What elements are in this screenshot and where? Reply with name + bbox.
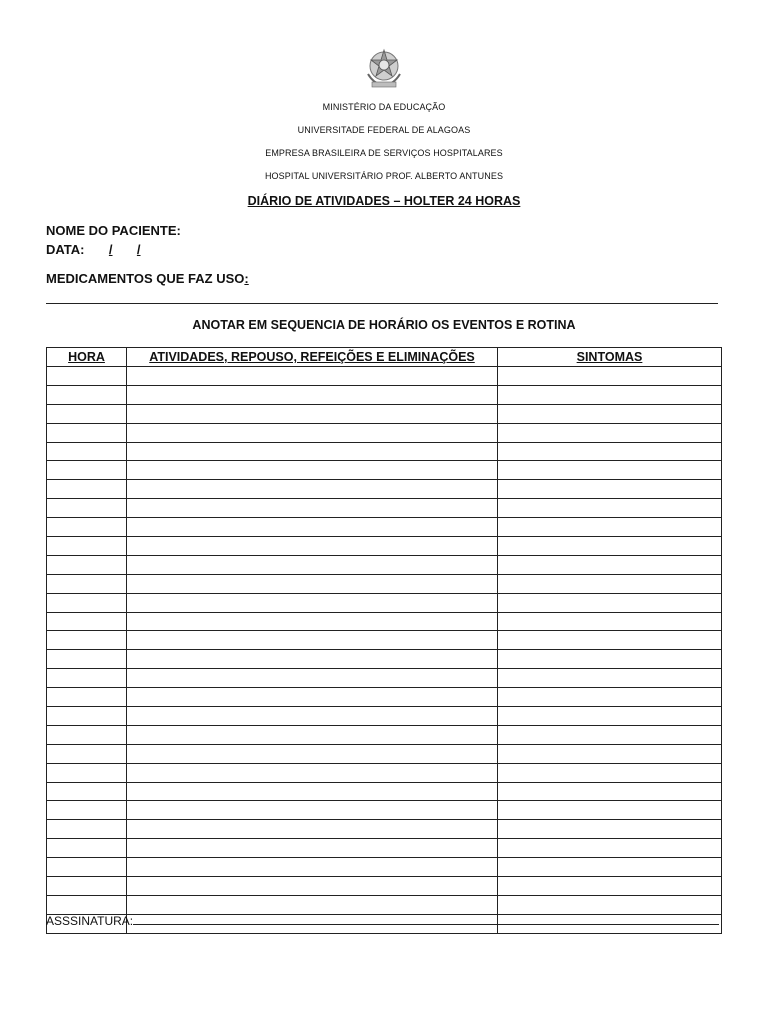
- sintomas-cell[interactable]: [498, 480, 722, 499]
- hora-cell[interactable]: [47, 612, 127, 631]
- hora-cell[interactable]: [47, 820, 127, 839]
- hora-cell[interactable]: [47, 631, 127, 650]
- sintomas-cell[interactable]: [498, 801, 722, 820]
- sintomas-cell[interactable]: [498, 612, 722, 631]
- sintomas-cell[interactable]: [498, 499, 722, 518]
- table-row: [47, 688, 722, 707]
- atividades-cell[interactable]: [127, 499, 498, 518]
- table-row: [47, 725, 722, 744]
- table-row: [47, 574, 722, 593]
- atividades-cell[interactable]: [127, 839, 498, 858]
- sintomas-cell[interactable]: [498, 839, 722, 858]
- sintomas-cell[interactable]: [498, 631, 722, 650]
- date-field: [46, 242, 141, 257]
- atividades-cell[interactable]: [127, 537, 498, 556]
- table-row: [47, 537, 722, 556]
- table-row: [47, 461, 722, 480]
- activity-table: [46, 347, 722, 934]
- header-company: EMPRESA BRASILEIRA DE SERVIÇOS HOSPITALARES: [265, 148, 503, 158]
- hora-cell[interactable]: [47, 593, 127, 612]
- hora-cell[interactable]: [47, 725, 127, 744]
- signature-field: [46, 913, 719, 928]
- sintomas-cell[interactable]: [498, 555, 722, 574]
- hora-cell[interactable]: [47, 555, 127, 574]
- hora-cell[interactable]: [47, 574, 127, 593]
- hora-cell[interactable]: [47, 688, 127, 707]
- atividades-cell[interactable]: [127, 707, 498, 726]
- sintomas-cell[interactable]: [498, 820, 722, 839]
- table-row: [47, 744, 722, 763]
- table-row: [47, 385, 722, 404]
- sintomas-cell[interactable]: [498, 895, 722, 914]
- medications-field: [46, 271, 249, 286]
- hora-cell[interactable]: [47, 461, 127, 480]
- table-row: [47, 423, 722, 442]
- date-separator-1: /: [108, 242, 113, 257]
- table-row: [47, 612, 722, 631]
- column-header-sintomas: SINTOMAS: [498, 348, 722, 367]
- hora-cell[interactable]: [47, 442, 127, 461]
- atividades-cell[interactable]: [127, 725, 498, 744]
- hora-cell[interactable]: [47, 707, 127, 726]
- sintomas-cell[interactable]: [498, 593, 722, 612]
- hora-cell[interactable]: [47, 367, 127, 386]
- sintomas-cell[interactable]: [498, 442, 722, 461]
- date-label: DATA:: [46, 242, 85, 257]
- hora-cell[interactable]: [47, 537, 127, 556]
- sintomas-cell[interactable]: [498, 707, 722, 726]
- atividades-cell[interactable]: [127, 877, 498, 896]
- table-row: [47, 631, 722, 650]
- hora-cell[interactable]: [47, 877, 127, 896]
- table-row: [47, 555, 722, 574]
- atividades-cell[interactable]: [127, 555, 498, 574]
- hora-cell[interactable]: [47, 763, 127, 782]
- hora-cell[interactable]: [47, 858, 127, 877]
- hora-cell[interactable]: [47, 839, 127, 858]
- atividades-cell[interactable]: [127, 367, 498, 386]
- hora-cell[interactable]: [47, 782, 127, 801]
- atividades-cell[interactable]: [127, 385, 498, 404]
- atividades-cell[interactable]: [127, 593, 498, 612]
- date-separator-2: /: [136, 242, 141, 257]
- atividades-cell[interactable]: [127, 461, 498, 480]
- table-row: [47, 404, 722, 423]
- sintomas-cell[interactable]: [498, 385, 722, 404]
- hora-cell[interactable]: [47, 480, 127, 499]
- sintomas-cell[interactable]: [498, 858, 722, 877]
- sintomas-cell[interactable]: [498, 877, 722, 896]
- table-row: [47, 367, 722, 386]
- hora-cell[interactable]: [47, 895, 127, 914]
- hora-cell[interactable]: [47, 518, 127, 537]
- sintomas-cell[interactable]: [498, 367, 722, 386]
- table-row: [47, 707, 722, 726]
- column-header-atividades: ATIVIDADES, REPOUSO, REFEIÇÕES E ELIMINAÇÕES: [127, 348, 498, 367]
- sintomas-cell[interactable]: [498, 744, 722, 763]
- hora-cell[interactable]: [47, 423, 127, 442]
- sintomas-cell[interactable]: [498, 669, 722, 688]
- signature-line[interactable]: [133, 913, 719, 925]
- table-row: [47, 820, 722, 839]
- document-title: DIÁRIO DE ATIVIDADES – HOLTER 24 HORAS: [247, 194, 521, 208]
- atividades-cell[interactable]: [127, 612, 498, 631]
- hora-cell[interactable]: [47, 744, 127, 763]
- atividades-cell[interactable]: [127, 518, 498, 537]
- sintomas-cell[interactable]: [498, 537, 722, 556]
- sintomas-cell[interactable]: [498, 461, 722, 480]
- sintomas-cell[interactable]: [498, 404, 722, 423]
- medications-line: [46, 303, 718, 304]
- hora-cell[interactable]: [47, 669, 127, 688]
- hora-cell[interactable]: [47, 650, 127, 669]
- sintomas-cell[interactable]: [498, 725, 722, 744]
- patient-name-label: NOME DO PACIENTE:: [46, 223, 181, 238]
- table-row: [47, 839, 722, 858]
- hora-cell[interactable]: [47, 385, 127, 404]
- sintomas-cell[interactable]: [498, 423, 722, 442]
- brazil-coat-of-arms-icon: [360, 44, 408, 92]
- table-row: [47, 669, 722, 688]
- medications-colon: :: [244, 271, 249, 286]
- atividades-cell[interactable]: [127, 801, 498, 820]
- atividades-cell[interactable]: [127, 650, 498, 669]
- table-row: [47, 442, 722, 461]
- table-row: [47, 877, 722, 896]
- table-row: [47, 782, 722, 801]
- atividades-cell[interactable]: [127, 480, 498, 499]
- atividades-cell[interactable]: [127, 895, 498, 914]
- atividades-cell[interactable]: [127, 404, 498, 423]
- medications-label: MEDICAMENTOS QUE FAZ USO: [46, 271, 245, 286]
- table-row: [47, 895, 722, 914]
- sintomas-cell[interactable]: [498, 688, 722, 707]
- atividades-cell[interactable]: [127, 574, 498, 593]
- table-row: [47, 801, 722, 820]
- sintomas-cell[interactable]: [498, 574, 722, 593]
- column-header-hora: HORA: [47, 348, 127, 367]
- atividades-cell[interactable]: [127, 782, 498, 801]
- hora-cell[interactable]: [47, 499, 127, 518]
- table-row: [47, 858, 722, 877]
- table-row: [47, 763, 722, 782]
- atividades-cell[interactable]: [127, 423, 498, 442]
- sintomas-cell[interactable]: [498, 650, 722, 669]
- header-ministry: MINISTÉRIO DA EDUCAÇÃO: [322, 102, 446, 112]
- atividades-cell[interactable]: [127, 688, 498, 707]
- sintomas-cell[interactable]: [498, 518, 722, 537]
- table-row: [47, 499, 722, 518]
- atividades-cell[interactable]: [127, 763, 498, 782]
- header-university: UNIVERSITADE FEDERAL DE ALAGOAS: [297, 125, 471, 135]
- atividades-cell[interactable]: [127, 744, 498, 763]
- header-hospital: HOSPITAL UNIVERSITÁRIO PROF. ALBERTO ANTUNES: [264, 171, 504, 181]
- hora-cell[interactable]: [47, 404, 127, 423]
- table-row: [47, 480, 722, 499]
- table-row: [47, 518, 722, 537]
- atividades-cell[interactable]: [127, 820, 498, 839]
- atividades-cell[interactable]: [127, 442, 498, 461]
- sintomas-cell[interactable]: [498, 763, 722, 782]
- table-header-row: [47, 348, 722, 367]
- signature-label: ASSSINATURA:: [46, 914, 134, 928]
- table-row: [47, 593, 722, 612]
- instruction-text: ANOTAR EM SEQUENCIA DE HORÁRIO OS EVENTOS E ROTINA: [192, 318, 576, 332]
- atividades-cell[interactable]: [127, 858, 498, 877]
- table-row: [47, 650, 722, 669]
- atividades-cell[interactable]: [127, 631, 498, 650]
- sintomas-cell[interactable]: [498, 782, 722, 801]
- atividades-cell[interactable]: [127, 669, 498, 688]
- hora-cell[interactable]: [47, 801, 127, 820]
